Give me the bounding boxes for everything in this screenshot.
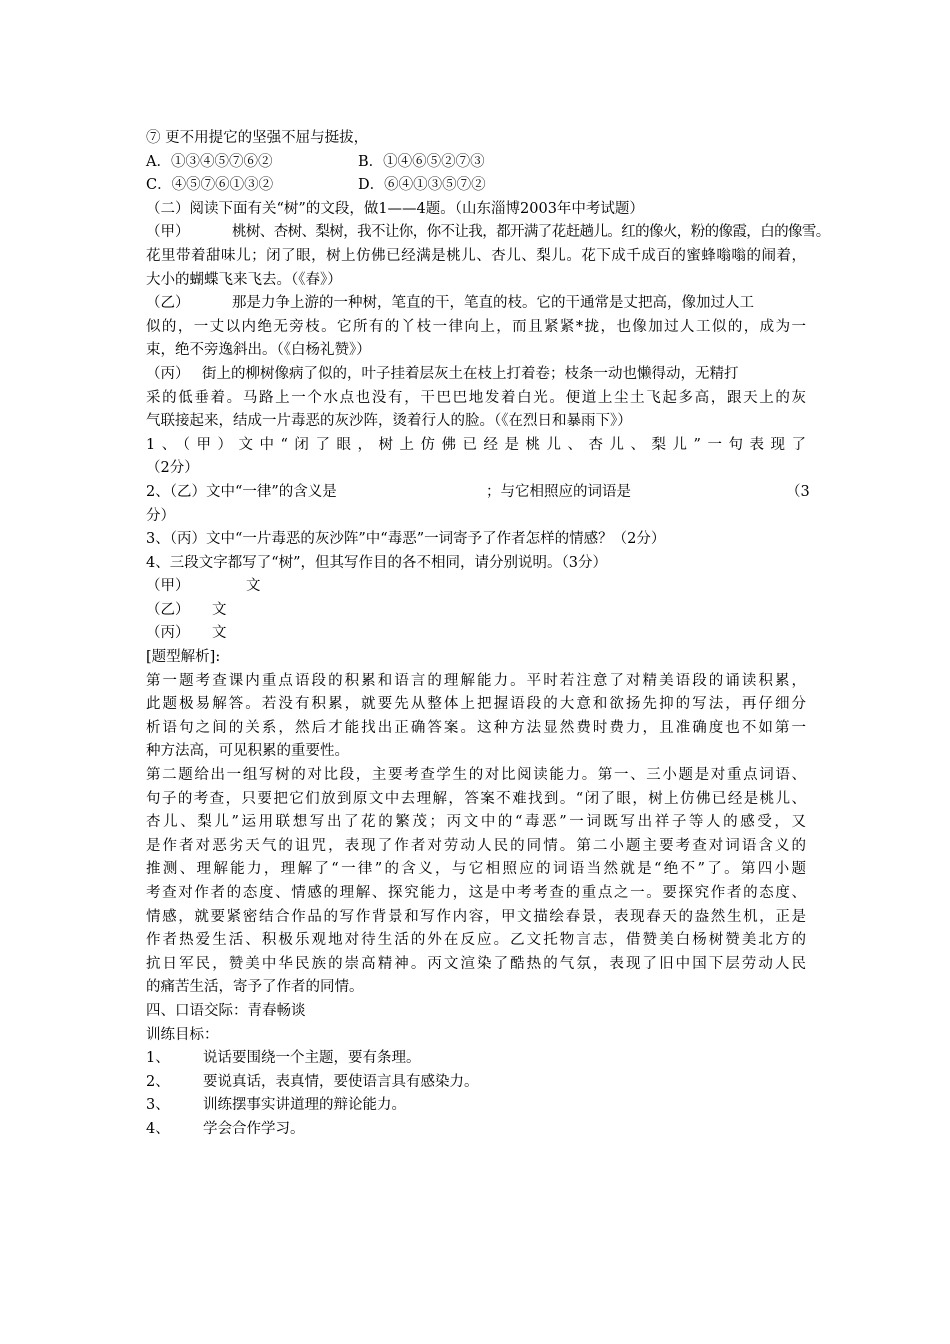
analysis-p1-line-2: 此题极易解答。若没有积累，就要先从整体上把握语段的大意和欲扬先抑的写法，再仔细分 (146, 696, 806, 713)
passage-yi-line-3: 束，绝不旁逸斜出。（《白杨礼赞》） (146, 342, 371, 359)
passage-yi-line-2: 似的，一丈以内绝无旁枝。它所有的丫枝一律向上，而且紧紧*拢，也像加过人工似的，成为一 (146, 318, 806, 335)
passage-yi-line-1: （乙） 那是力争上游的一种树，笔直的干，笔直的枝。它的干通常是丈把高，像加过人工 (146, 292, 806, 316)
analysis-p2-line-5: 推测、理解能力，理解了“一律”的含义，与它相照应的词语当然就是“绝不”了。第四小题 (146, 861, 806, 878)
option-b: B．①④⑥⑤②⑦③ (358, 153, 485, 170)
analysis-heading: [题型解析]: (146, 649, 221, 666)
option-c: C．④⑤⑦⑥①③② (146, 177, 274, 194)
analysis-p2-line-10: 的痛苦生活，寄予了作者的同情。 (146, 979, 364, 996)
passage-jia-line-3: 大小的蝴蝶飞来飞去。（《春》） (146, 271, 342, 288)
option-a: A．①③④⑤⑦⑥② (146, 153, 273, 170)
answer-line-bing: （丙） 文 (146, 625, 227, 642)
analysis-p1-line-3: 析语句之间的关系，然后才能找出正确答案。这种方法显然费时费力，且准确度也不如第一 (146, 719, 806, 736)
answer-line-yi: （乙） 文 (146, 601, 227, 618)
question-3: 3、（丙）文中“一片毒恶的灰沙阵”中“毒恶”一词寄予了作者怎样的情感？（2分） (146, 531, 666, 548)
section-heading-oral: 四、口语交际：青春畅谈 (146, 1002, 306, 1019)
question-1-score: （2分） (146, 460, 199, 477)
answer-line-jia: （甲） 文 (146, 578, 261, 595)
question-4: 4、三段文字都写了“树”，但其写作目的各不相同，请分别说明。（3分） (146, 554, 608, 571)
passage-label-bing: （丙） (146, 365, 190, 382)
analysis-p2-line-6: 考查对作者的态度、情感的理解、探究能力，这是中考考查的重点之一。要探究作者的态度、 (146, 885, 806, 901)
goal-item-1: 1、 说话要围绕一个主题，要有条理。 (146, 1050, 421, 1067)
passage-jia-line-1: （甲） 桃树、杏树、梨树，我不让你，你不让我，都开满了花赶趟儿。红的像火，粉的像霞，白的像雪。 (146, 221, 806, 245)
analysis-p2-line-7: 情感，就要紧密结合作品的写作背景和写作内容，甲文描绘春景，表现春天的盎然生机，正是 (146, 908, 806, 925)
passage-bing-line-2: 采的低垂着。马路上一个水点也没有，干巴巴地发着白光。便道上尘土飞起多高，跟天上的灰 (146, 389, 806, 406)
answer-options-cd (146, 174, 806, 198)
analysis-p1-line-4: 种方法高，可见积累的重要性。 (146, 743, 349, 760)
training-goals-heading: 训练目标： (146, 1026, 219, 1043)
question-2: 2、（乙）文中“一律”的含义是 ；与它相照应的词语是 （3 (146, 483, 810, 500)
analysis-p2-line-1: 第二题给出一组写树的对比段，主要考查学生的对比阅读能力。第一、三小题是对重点词语、 (146, 767, 806, 784)
document-body (146, 127, 830, 1142)
goal-item-2: 2、 要说真话，表真情，要使语言具有感染力。 (146, 1073, 479, 1090)
analysis-p2-line-8: 作者热爱生活、积极乐观地对待生活的外在反应。乙文托物言志，借赞美白杨树赞美北方的 (146, 932, 806, 949)
passage-bing-line-3: 气联接起来，结成一片毒恶的灰沙阵，烫着行人的脸。（《在烈日和暴雨下》） (146, 413, 632, 430)
passage-jia-line-2: 花里带着甜味儿；闭了眼，树上仿佛已经满是桃儿、杏儿、梨儿。花下成千成百的蜜蜂嗡嗡的闹着， (146, 247, 806, 264)
option-d: D．⑥④①③⑤⑦② (358, 177, 486, 194)
analysis-p2-line-4: 是作者对恶劣天气的诅咒，表现了作者对劳动人民的同情。第二小题主要考查对词语含义的 (146, 837, 806, 854)
analysis-p2-line-3: 杏儿、梨儿”运用联想写出了花的繁茂；丙文中的“毒恶”一词既写出祥子等人的感受，又 (146, 814, 806, 831)
answer-options-ab (146, 151, 806, 175)
analysis-p1-line-1: 第一题考查课内重点语段的积累和语言的理解能力。平时若注意了对精美语段的诵读积累， (146, 672, 806, 689)
section-heading-reading: （二）阅读下面有关“树”的文段，做1——4题。（山东淄博2003年中考试题） (146, 200, 644, 217)
passage-label-yi: （乙） (146, 295, 190, 312)
passage-bing-line-1: （丙） 街上的柳树像病了似的，叶子挂着层灰土在枝上打着卷；枝条一动也懒得动，无精打 (146, 363, 806, 387)
passage-label-jia: （甲） (146, 224, 190, 241)
question-1: 1、（甲）文中“闭了眼，树上仿佛已经是桃儿、杏儿、梨儿”一句表现了 (146, 436, 806, 453)
goal-item-4: 4、 学会合作学习。 (146, 1120, 305, 1137)
analysis-p2-line-2: 句子的考查，只要把它们放到原文中去理解，答案不难找到。“闭了眼，树上仿佛已经是桃儿、 (146, 790, 806, 807)
question-2-score: 分） (146, 507, 175, 524)
analysis-p2-line-9: 抗日军民，赞美中华民族的崇高精神。丙文渲染了酷热的气氛，表现了旧中国下层劳动人民 (146, 955, 806, 972)
option-line-7: ⑦ 更不用提它的坚强不屈与挺拔， (146, 130, 369, 146)
goal-item-3: 3、 训练摆事实讲道理的辩论能力。 (146, 1097, 406, 1114)
